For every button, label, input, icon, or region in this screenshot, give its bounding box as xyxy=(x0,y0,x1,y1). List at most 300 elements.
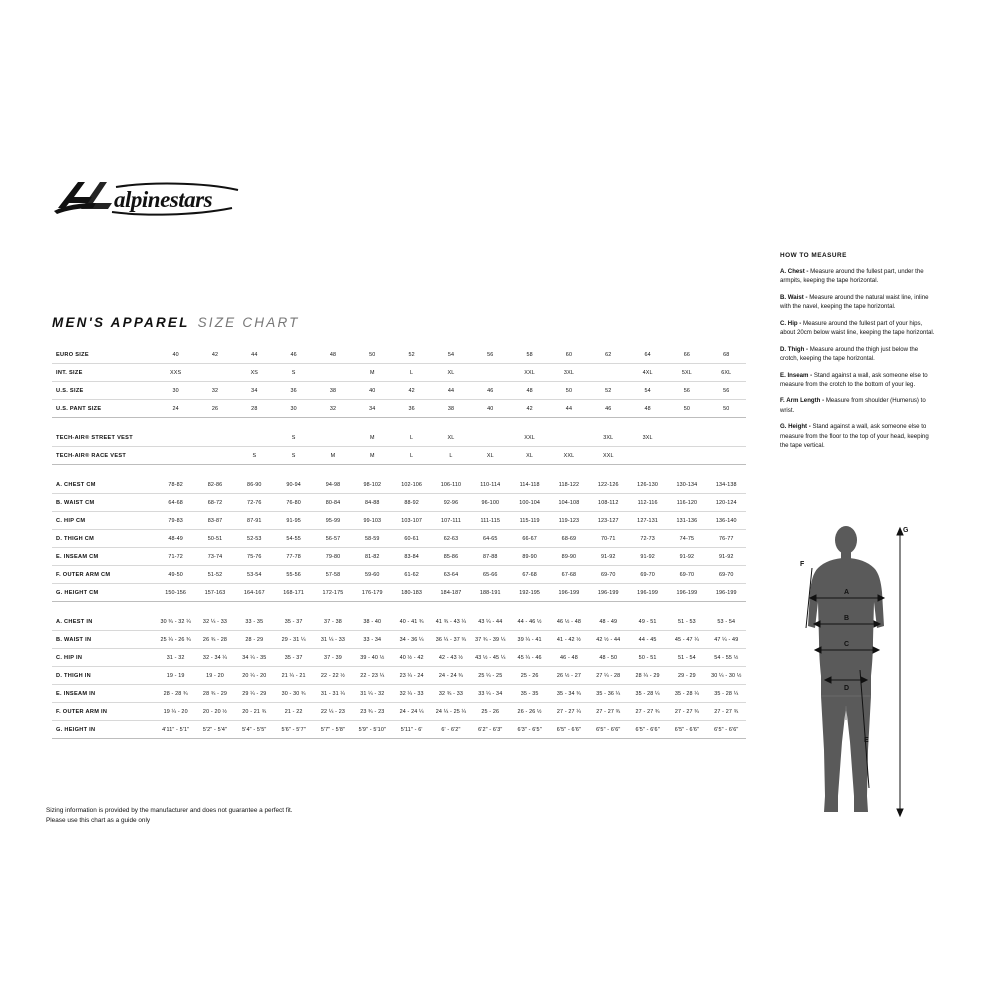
table-cell: 53-54 xyxy=(235,566,274,584)
table-cell: 61-62 xyxy=(392,566,431,584)
table-cell: 58-59 xyxy=(353,530,392,548)
table-cell: 20 - 20 ½ xyxy=(195,703,234,721)
table-cell: 22 ¼ - 23 xyxy=(313,703,352,721)
table-cell: XS xyxy=(235,364,274,382)
table-cell: 168-171 xyxy=(274,584,313,602)
table-cell: 35 - 28 ¼ xyxy=(667,685,706,703)
table-cell: 30 ¾ - 32 ¼ xyxy=(156,613,195,631)
table-cell: 66 xyxy=(667,346,706,364)
table-spacer-cell xyxy=(52,602,746,614)
table-cell: 29 - 31 ¼ xyxy=(274,631,313,649)
table-cell: 4XL xyxy=(628,364,667,382)
page-title-main: MEN'S APPAREL xyxy=(52,315,190,330)
table-cell: 95-99 xyxy=(313,512,352,530)
table-cell: 57-58 xyxy=(313,566,352,584)
table-cell: 72-73 xyxy=(628,530,667,548)
table-cell: 30 xyxy=(156,382,195,400)
how-to-measure-item: C. Hip - Measure around the fullest part of your hips, about 20cm below waist line, keeping the tape horizontal. xyxy=(780,319,935,337)
table-cell: 90-94 xyxy=(274,476,313,494)
table-cell: 71-72 xyxy=(156,548,195,566)
table-cell: S xyxy=(274,447,313,465)
table-cell: 127-131 xyxy=(628,512,667,530)
table-cell: 42 xyxy=(195,346,234,364)
footer-line-1: Sizing information is provided by the manufacturer and does not guarantee a perfect fit. xyxy=(46,807,293,814)
figure-label-D: D xyxy=(844,685,850,692)
table-cell: 62 xyxy=(589,346,628,364)
table-cell: 41 ¾ - 43 ¼ xyxy=(431,613,470,631)
table-cell: 77-78 xyxy=(274,548,313,566)
table-cell: 47 ¼ - 49 xyxy=(707,631,746,649)
how-to-measure-item: D. Thigh - Measure around the thigh just below the crotch, keeping the tape horizontal. xyxy=(780,345,919,363)
table-cell: 25 - 26 xyxy=(510,667,549,685)
table-cell xyxy=(667,429,706,447)
table-cell: 32 ¾ - 33 xyxy=(431,685,470,703)
table-cell: 45 - 47 ¼ xyxy=(667,631,706,649)
table-cell: 48 - 49 xyxy=(589,613,628,631)
size-chart-table xyxy=(52,346,746,739)
table-cell: 31 ¼ - 32 xyxy=(353,685,392,703)
table-cell: 5'7" - 5'8" xyxy=(313,721,352,739)
table-cell: 37 - 39 xyxy=(313,649,352,667)
table-cell: 21 - 22 xyxy=(274,703,313,721)
table-cell: S xyxy=(274,364,313,382)
table-spacer-row xyxy=(52,465,746,477)
table-cell: 5'4" - 5'5" xyxy=(235,721,274,739)
table-cell: 89-90 xyxy=(510,548,549,566)
figure-label-E: E xyxy=(864,737,869,744)
table-cell: XL xyxy=(471,447,510,465)
table-cell: 35 - 37 xyxy=(274,649,313,667)
table-cell: 6'5" - 6'6" xyxy=(549,721,588,739)
how-to-measure-item: E. Inseam - Stand against a wall, ask someone else to measure from the crotch to the bottom of your leg. xyxy=(780,371,928,388)
table-row-label: INT. SIZE xyxy=(52,364,156,382)
table-cell: S xyxy=(235,447,274,465)
table-cell: 26 xyxy=(195,400,234,418)
table-cell: 70-71 xyxy=(589,530,628,548)
how-to-measure-item: G. Height - Stand against a wall, ask someone else to measure from the floor to the top of your head, keeping the tape vertical. xyxy=(780,423,929,450)
table-row-label: EURO SIZE xyxy=(52,346,156,364)
table-cell: 23 ¼ - 24 xyxy=(392,667,431,685)
table-row xyxy=(52,703,746,721)
table-row xyxy=(52,447,746,465)
table-cell: M xyxy=(353,364,392,382)
table-cell: 5XL xyxy=(667,364,706,382)
table-cell: 4'11" - 5'1" xyxy=(156,721,195,739)
table-cell: 91-92 xyxy=(589,548,628,566)
table-cell: 44 xyxy=(235,346,274,364)
table-row-label: C. HIP CM xyxy=(52,512,156,530)
table-cell: 23 ¾ - 23 xyxy=(353,703,392,721)
table-row-label: U.S. SIZE xyxy=(52,382,156,400)
table-cell: 34 - 36 ¼ xyxy=(392,631,431,649)
table-cell: L xyxy=(392,429,431,447)
table-cell xyxy=(313,364,352,382)
table-cell: 73-74 xyxy=(195,548,234,566)
table-cell: 48 xyxy=(628,400,667,418)
table-row-label: F. OUTER ARM IN xyxy=(52,703,156,721)
table-cell xyxy=(195,447,234,465)
table-cell: 27 - 27 ¼ xyxy=(549,703,588,721)
table-cell: 102-106 xyxy=(392,476,431,494)
table-cell: 59-60 xyxy=(353,566,392,584)
how-to-measure-panel xyxy=(780,252,938,458)
table-cell: 55-56 xyxy=(274,566,313,584)
table-cell: 36 xyxy=(274,382,313,400)
table-cell: 40 xyxy=(353,382,392,400)
table-cell: 3XL xyxy=(589,429,628,447)
table-cell xyxy=(313,429,352,447)
page-title xyxy=(52,314,300,332)
table-cell: 27 ¼ - 28 xyxy=(589,667,628,685)
table-cell: 35 - 34 ¾ xyxy=(549,685,588,703)
table-row xyxy=(52,566,746,584)
table-cell: 20 ¼ - 20 xyxy=(235,667,274,685)
table-cell: XXL xyxy=(510,429,549,447)
table-cell: 36 xyxy=(392,400,431,418)
table-cell: 96-100 xyxy=(471,494,510,512)
table-cell: 6'5" - 6'6" xyxy=(667,721,706,739)
table-cell: 54 - 55 ½ xyxy=(707,649,746,667)
figure-label-A: A xyxy=(844,589,850,596)
table-cell: 52-53 xyxy=(235,530,274,548)
footer-line-2: Please use this chart as a guide only xyxy=(46,817,151,825)
table-cell: 43 ¼ - 44 xyxy=(471,613,510,631)
table-cell: 35 - 35 xyxy=(510,685,549,703)
table-cell: 131-136 xyxy=(667,512,706,530)
table-cell: 19 - 19 xyxy=(156,667,195,685)
alpinestars-logo xyxy=(52,178,252,222)
table-row-label: TECH-AIR® RACE VEST xyxy=(52,447,156,465)
table-row xyxy=(52,649,746,667)
table-cell: 31 ¼ - 33 xyxy=(313,631,352,649)
table-cell: 36 ¼ - 37 ¾ xyxy=(431,631,470,649)
table-cell: 49 - 51 xyxy=(628,613,667,631)
table-cell xyxy=(667,447,706,465)
table-cell: 39 ¼ - 41 xyxy=(510,631,549,649)
table-row xyxy=(52,364,746,382)
body-silhouette xyxy=(808,526,884,812)
table-cell: 44 - 46 ½ xyxy=(510,613,549,631)
table-cell: 91-95 xyxy=(274,512,313,530)
footer-disclaimer xyxy=(46,806,293,827)
table-cell: 69-70 xyxy=(667,566,706,584)
table-spacer-cell xyxy=(52,418,746,430)
table-cell: 28 xyxy=(235,400,274,418)
table-cell: 150-156 xyxy=(156,584,195,602)
table-cell: 48 xyxy=(313,346,352,364)
table-cell: 84-88 xyxy=(353,494,392,512)
table-cell: 134-138 xyxy=(707,476,746,494)
table-cell: 5'2" - 5'4" xyxy=(195,721,234,739)
table-cell: L xyxy=(392,447,431,465)
table-cell: 196-199 xyxy=(628,584,667,602)
table-cell: 21 ¼ - 21 xyxy=(274,667,313,685)
table-cell: 6'3" - 6'5" xyxy=(510,721,549,739)
size-chart-table-wrapper xyxy=(52,346,746,739)
svg-text:alpinestars: alpinestars xyxy=(114,187,213,212)
table-cell: 86-90 xyxy=(235,476,274,494)
table-cell: 91-92 xyxy=(667,548,706,566)
table-cell: 122-126 xyxy=(589,476,628,494)
table-cell: 46 - 48 xyxy=(549,649,588,667)
table-cell: 32 ¼ - 33 xyxy=(195,613,234,631)
table-cell: 130-134 xyxy=(667,476,706,494)
page-title-sub: SIZE CHART xyxy=(197,315,300,330)
table-cell: 118-122 xyxy=(549,476,588,494)
table-cell: 3XL xyxy=(628,429,667,447)
table-cell: 111-115 xyxy=(471,512,510,530)
table-cell: 88-92 xyxy=(392,494,431,512)
table-cell: L xyxy=(392,364,431,382)
table-cell: 66-67 xyxy=(510,530,549,548)
how-to-measure-item: A. Chest - Measure around the fullest part, under the armpits, keeping the tape horizontal. xyxy=(780,268,924,285)
table-row-label: E. INSEAM IN xyxy=(52,685,156,703)
how-to-measure-heading: HOW TO MEASURE xyxy=(780,252,847,259)
table-cell: 22 - 23 ¼ xyxy=(353,667,392,685)
table-cell: 164-167 xyxy=(235,584,274,602)
table-row-label: C. HIP IN xyxy=(52,649,156,667)
table-cell: 85-86 xyxy=(431,548,470,566)
table-cell: M xyxy=(353,429,392,447)
table-cell xyxy=(628,447,667,465)
table-cell: 46 xyxy=(274,346,313,364)
table-cell: 28 ¾ - 29 xyxy=(195,685,234,703)
table-cell: 32 - 34 ¼ xyxy=(195,649,234,667)
table-cell: 44 - 45 xyxy=(628,631,667,649)
table-cell: 38 - 40 xyxy=(353,613,392,631)
table-cell: 20 - 21 ¾ xyxy=(235,703,274,721)
table-cell: 172-175 xyxy=(313,584,352,602)
table-cell xyxy=(707,429,746,447)
table-cell: 98-102 xyxy=(353,476,392,494)
table-row xyxy=(52,685,746,703)
table-cell: 82-86 xyxy=(195,476,234,494)
table-cell: 27 - 27 ¾ xyxy=(707,703,746,721)
table-row-label: G. HEIGHT CM xyxy=(52,584,156,602)
table-cell: 188-191 xyxy=(471,584,510,602)
table-cell: XXL xyxy=(510,364,549,382)
table-cell: 34 xyxy=(353,400,392,418)
table-cell: 60-61 xyxy=(392,530,431,548)
table-cell: 184-187 xyxy=(431,584,470,602)
table-cell: 6XL xyxy=(707,364,746,382)
how-to-measure-item: F. Arm Length - Measure from shoulder (Humerus) to wrist. xyxy=(780,397,926,414)
table-cell: 40 xyxy=(471,400,510,418)
table-cell xyxy=(195,429,234,447)
table-cell: 33 - 34 xyxy=(353,631,392,649)
table-cell: 136-140 xyxy=(707,512,746,530)
table-row-label: B. WAIST IN xyxy=(52,631,156,649)
table-cell: 52 xyxy=(392,346,431,364)
table-cell: 63-64 xyxy=(431,566,470,584)
table-cell: S xyxy=(274,429,313,447)
table-cell xyxy=(156,429,195,447)
table-row-label: D. THIGH CM xyxy=(52,530,156,548)
table-cell: 35 - 28 ¼ xyxy=(707,685,746,703)
table-cell xyxy=(589,364,628,382)
table-cell: 69-70 xyxy=(628,566,667,584)
figure-label-G: G xyxy=(903,527,909,534)
table-cell: 19 ¼ - 20 xyxy=(156,703,195,721)
table-cell: 192-195 xyxy=(510,584,549,602)
table-cell: 48 - 50 xyxy=(589,649,628,667)
table-cell: L xyxy=(431,447,470,465)
table-row xyxy=(52,667,746,685)
table-cell: 42 xyxy=(510,400,549,418)
table-cell xyxy=(156,447,195,465)
table-cell: 6'2" - 6'3" xyxy=(471,721,510,739)
table-cell: 80-84 xyxy=(313,494,352,512)
table-cell: 39 - 40 ½ xyxy=(353,649,392,667)
table-cell: 27 - 27 ¾ xyxy=(667,703,706,721)
table-cell: 46 xyxy=(589,400,628,418)
table-row xyxy=(52,584,746,602)
measurement-figure xyxy=(772,520,952,830)
table-cell: 34 ¼ - 35 xyxy=(235,649,274,667)
table-cell: 100-104 xyxy=(510,494,549,512)
table-cell: M xyxy=(353,447,392,465)
table-cell: 74-75 xyxy=(667,530,706,548)
table-cell: 50 xyxy=(667,400,706,418)
table-cell: 51 - 53 xyxy=(667,613,706,631)
table-cell: 5'11" - 6' xyxy=(392,721,431,739)
table-cell: 104-108 xyxy=(549,494,588,512)
table-cell: 28 - 28 ¾ xyxy=(156,685,195,703)
table-cell: 38 xyxy=(313,382,352,400)
table-cell: 46 xyxy=(471,382,510,400)
table-cell: 25 ¼ - 26 ¾ xyxy=(156,631,195,649)
table-cell: 196-199 xyxy=(667,584,706,602)
table-cell: 51-52 xyxy=(195,566,234,584)
table-cell: 107-111 xyxy=(431,512,470,530)
table-row xyxy=(52,548,746,566)
table-row-label: B. WAIST CM xyxy=(52,494,156,512)
table-cell: 87-91 xyxy=(235,512,274,530)
table-row-label: E. INSEAM CM xyxy=(52,548,156,566)
table-spacer-cell xyxy=(52,465,746,477)
table-cell: 42 - 43 ½ xyxy=(431,649,470,667)
table-cell: 120-124 xyxy=(707,494,746,512)
table-cell: 19 - 20 xyxy=(195,667,234,685)
table-cell: 48 xyxy=(510,382,549,400)
table-cell: 64-68 xyxy=(156,494,195,512)
table-cell: 123-127 xyxy=(589,512,628,530)
table-cell: 35 - 28 ¼ xyxy=(628,685,667,703)
figure-label-B: B xyxy=(844,615,850,622)
table-cell xyxy=(471,364,510,382)
table-cell: XL xyxy=(431,364,470,382)
table-cell: 75-76 xyxy=(235,548,274,566)
table-cell: 48-49 xyxy=(156,530,195,548)
table-cell: 31 - 31 ¼ xyxy=(313,685,352,703)
table-cell: 30 xyxy=(274,400,313,418)
table-cell: 42 ½ - 44 xyxy=(589,631,628,649)
table-cell: 50 xyxy=(353,346,392,364)
table-row-label: G. HEIGHT IN xyxy=(52,721,156,739)
table-cell: 50 - 51 xyxy=(628,649,667,667)
table-cell: 69-70 xyxy=(707,566,746,584)
table-cell: 69-70 xyxy=(589,566,628,584)
table-cell: 40 ½ - 42 xyxy=(392,649,431,667)
table-cell: 54 xyxy=(431,346,470,364)
table-cell: 3XL xyxy=(549,364,588,382)
table-cell: 176-179 xyxy=(353,584,392,602)
table-cell: 43 ½ - 45 ¼ xyxy=(471,649,510,667)
table-cell: 56 xyxy=(707,382,746,400)
table-cell: 30 - 30 ¾ xyxy=(274,685,313,703)
size-chart-body xyxy=(52,346,746,739)
table-cell: 79-83 xyxy=(156,512,195,530)
table-cell: 25 - 26 xyxy=(471,703,510,721)
table-cell: 78-82 xyxy=(156,476,195,494)
table-cell: 126-130 xyxy=(628,476,667,494)
table-cell: 5'6" - 5'7" xyxy=(274,721,313,739)
table-cell: 34 xyxy=(235,382,274,400)
table-cell: 91-92 xyxy=(628,548,667,566)
table-cell: XL xyxy=(510,447,549,465)
table-cell: 28 - 29 xyxy=(235,631,274,649)
table-row xyxy=(52,721,746,739)
table-cell: 50 xyxy=(549,382,588,400)
table-cell: 157-163 xyxy=(195,584,234,602)
table-cell: 116-120 xyxy=(667,494,706,512)
table-row-label: TECH-AIR® STREET VEST xyxy=(52,429,156,447)
table-cell: 35 - 37 xyxy=(274,613,313,631)
table-cell: 49-50 xyxy=(156,566,195,584)
table-cell: 94-98 xyxy=(313,476,352,494)
table-cell: 50 xyxy=(707,400,746,418)
table-cell: 32 xyxy=(313,400,352,418)
table-cell: 68-69 xyxy=(549,530,588,548)
table-cell: 180-183 xyxy=(392,584,431,602)
table-cell: 5'9" - 5'10" xyxy=(353,721,392,739)
table-cell: 56-57 xyxy=(313,530,352,548)
table-row-label: A. CHEST IN xyxy=(52,613,156,631)
table-cell: 65-66 xyxy=(471,566,510,584)
table-row xyxy=(52,429,746,447)
table-cell: 83-84 xyxy=(392,548,431,566)
table-cell: 52 xyxy=(589,382,628,400)
table-cell: 27 - 27 ¾ xyxy=(589,703,628,721)
table-cell: 79-80 xyxy=(313,548,352,566)
table-cell: XXL xyxy=(549,447,588,465)
table-cell: 44 xyxy=(549,400,588,418)
table-cell: 24 - 24 ¼ xyxy=(392,703,431,721)
table-cell: 6' - 6'2" xyxy=(431,721,470,739)
table-cell: 196-199 xyxy=(707,584,746,602)
table-cell: 196-199 xyxy=(589,584,628,602)
table-cell: 29 - 29 xyxy=(667,667,706,685)
table-cell: 6'5" - 6'6" xyxy=(589,721,628,739)
table-cell: 58 xyxy=(510,346,549,364)
table-cell: 67-68 xyxy=(510,566,549,584)
table-cell: 91-92 xyxy=(707,548,746,566)
table-cell: 22 - 22 ½ xyxy=(313,667,352,685)
table-row-label: D. THIGH IN xyxy=(52,667,156,685)
table-cell: 54-55 xyxy=(274,530,313,548)
how-to-measure-list xyxy=(780,267,938,451)
table-cell: 6'5" - 6'6" xyxy=(628,721,667,739)
table-cell: 42 xyxy=(392,382,431,400)
table-cell: XXS xyxy=(156,364,195,382)
table-cell: 24 - 24 ¾ xyxy=(431,667,470,685)
table-cell: 32 ¼ - 33 xyxy=(392,685,431,703)
table-cell: 29 ¼ - 29 xyxy=(235,685,274,703)
table-row xyxy=(52,346,746,364)
table-cell: 115-119 xyxy=(510,512,549,530)
table-cell: 56 xyxy=(471,346,510,364)
table-row xyxy=(52,476,746,494)
